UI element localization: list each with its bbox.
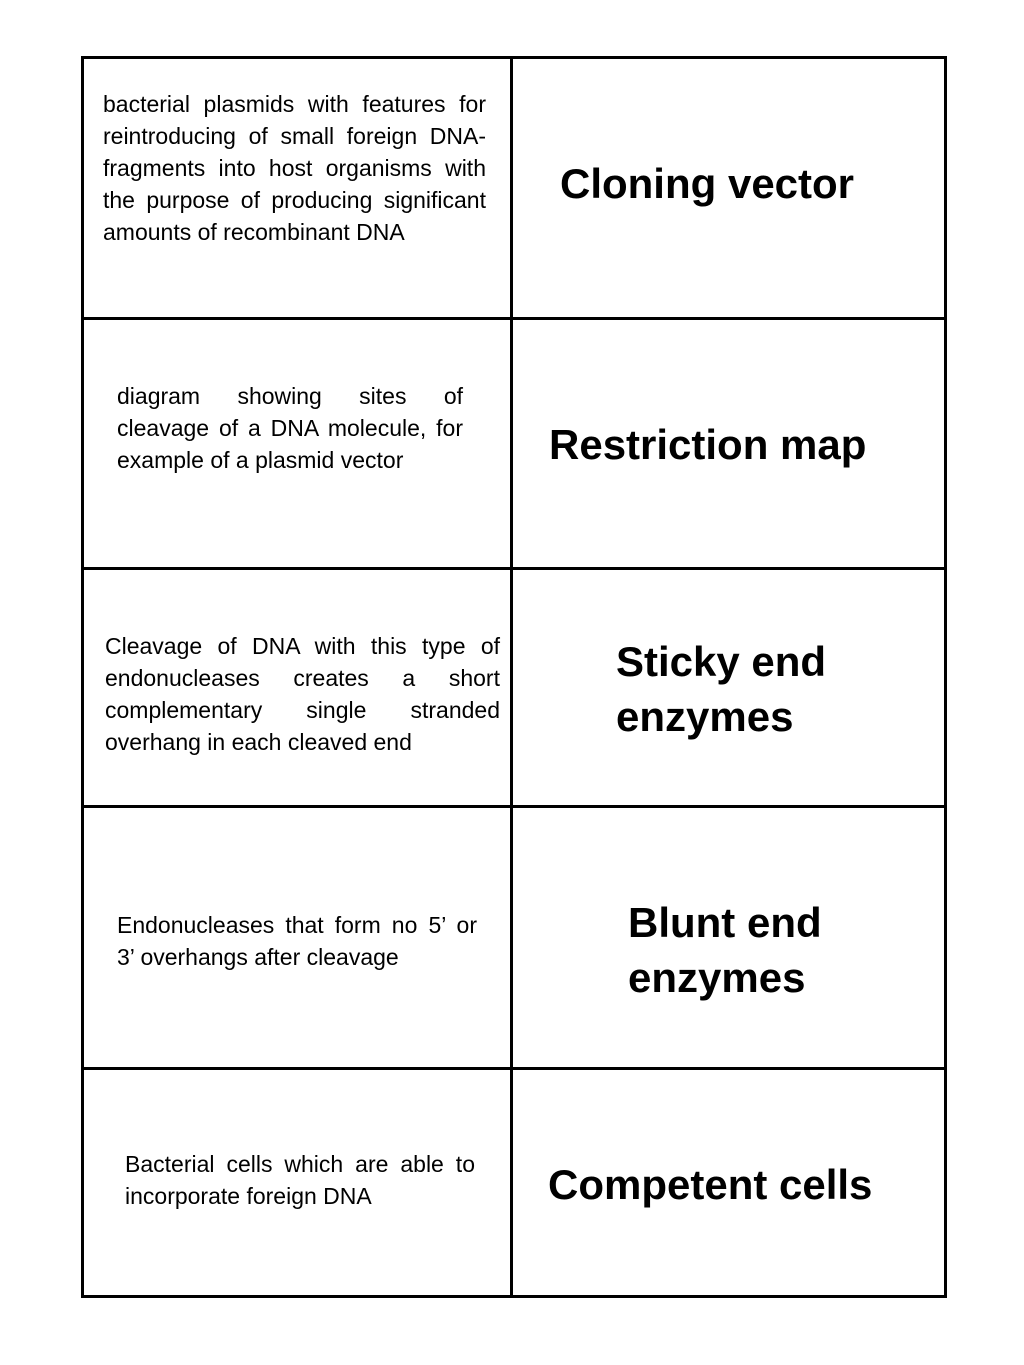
row-divider xyxy=(81,317,947,320)
row-divider xyxy=(81,567,947,570)
column-divider xyxy=(510,56,513,1298)
row-divider xyxy=(81,1067,947,1070)
row-divider xyxy=(81,805,947,808)
term-cloning-vector: Cloning vector xyxy=(560,160,855,207)
term-competent-cells: Competent cells xyxy=(548,1161,873,1208)
term-blunt-end-enzymes: Blunt end enzymes xyxy=(628,899,822,1001)
definition-restriction-map: diagram showing sites of cleavage of a DNA molecule, for example of a plasmid vector xyxy=(117,383,463,473)
term-restriction-map: Restriction map xyxy=(549,421,867,468)
term-sticky-end-enzymes: Sticky end enzymes xyxy=(616,638,827,740)
definition-cloning-vector: bacterial plasmids with features for reintroducing of small foreign DNA-fragments into host organisms with the purpose of producing significant amounts of recombinant DNA xyxy=(103,91,486,245)
definition-competent-cells: Bacterial cells which are able to incorporate foreign DNA xyxy=(125,1151,475,1209)
definition-sticky-end-enzymes: Cleavage of DNA with this type of endonucleases creates a short complementary single stranded overhang in each cleaved end xyxy=(105,633,500,755)
definition-blunt-end-enzymes: Endonucleases that form no 5’ or 3’ overhangs after cleavage xyxy=(117,912,477,970)
